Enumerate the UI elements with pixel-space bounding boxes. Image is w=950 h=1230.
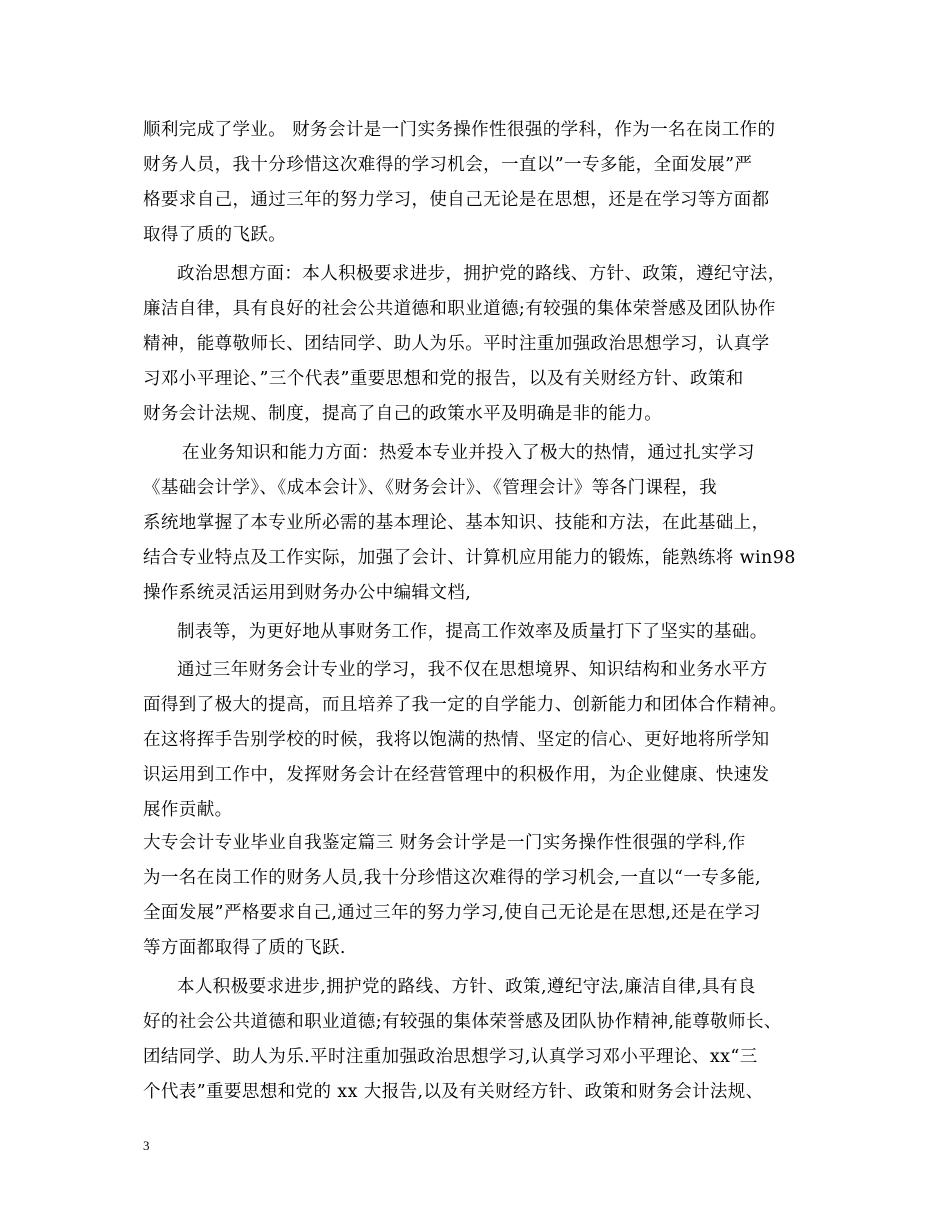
text-line: 为一名在岗工作的财务人员,我十分珍惜这次难得的学习机会,一直以“一专多能, [143, 868, 761, 888]
text-line: 财务人员，我十分珍惜这次难得的学习机会，一直以”一专多能，全面发展”严 [143, 155, 753, 175]
text-line: 精神，能尊敬师长、团结同学、助人为乐。平时注重加强政治思想学习，认真学 [143, 334, 770, 354]
text-line: 好的社会公共道德和职业道德;有较强的集体荣誉感及团队协作精神,能尊敬师长、 [143, 1012, 782, 1032]
text-line: 团结同学、助人为乐.平时注重加强政治思想学习,认真学习邓小平理论、xx“三 [143, 1047, 758, 1067]
text-line: 系统地掌握了本专业所必需的基本理论、基本知识、技能和方法，在此基础上， [143, 513, 770, 533]
text-line: 个代表”重要思想和党的 xx 大报告,以及有关财经方针、政策和财务会计法规、 [143, 1082, 764, 1102]
text-line: 操作系统灵活运用到财务办公中编辑文档, [143, 583, 472, 603]
text-line: 结合专业特点及工作实际，加强了会计、计算机应用能力的锻炼，能熟练将 win98 [143, 548, 796, 568]
text-line: 在这将挥手告别学校的时候，我将以饱满的热情、坚定的信心、更好地将所学知 [143, 730, 770, 750]
text-line: 政治思想方面：本人积极要求进步，拥护党的路线、方针、政策，遵纪守法， [177, 264, 786, 284]
text-line: 廉洁自律，具有良好的社会公共道德和职业道德;有较强的集体荣誉感及团队协作 [143, 299, 776, 319]
section-heading-line: 大专会计专业毕业自我鉴定篇三 财务会计学是一门实务操作性很强的学科,作 [143, 833, 746, 853]
text-line: 通过三年财务会计专业的学习，我不仅在思想境界、知识结构和业务水平方 [177, 660, 768, 680]
text-line: 格要求自己，通过三年的努力学习，使自己无论是在思想，还是在学习等方面都 [143, 190, 770, 210]
text-line: 在业务知识和能力方面：热爱本专业并投入了极大的热情，通过扎实学习 [182, 443, 755, 463]
page-number: 3 [143, 1138, 150, 1153]
text-line: 取得了质的飞跃。 [143, 225, 287, 245]
text-line: 展作贡献。 [143, 800, 233, 820]
text-line: 本人积极要求进步,拥护党的路线、方针、政策,遵纪守法,廉洁自律,具有良 [177, 977, 756, 997]
text-line: 识运用到工作中，发挥财务会计在经营管理中的积极作用，为企业健康、快速发 [143, 765, 770, 785]
text-line: 等方面都取得了质的飞跃. [143, 938, 346, 958]
text-line: 全面发展”严格要求自己,通过三年的努力学习,使自己无论是在思想,还是在学习 [143, 903, 761, 923]
text-line: 《基础会计学》、《成本会计》、《财务会计》、《管理会计》等各门课程，我 [143, 478, 717, 498]
text-line: 制表等，为更好地从事财务工作，提高工作效率及质量打下了坚实的基础。 [177, 622, 768, 642]
text-line: 顺利完成了学业。 财务会计是一门实务操作性很强的学科，作为一名在岗工作的 [143, 120, 776, 140]
text-line: 财务会计法规、制度，提高了自己的政策水平及明确是非的能力。 [143, 404, 663, 424]
text-line: 习邓小平理论、”三个代表”重要思想和党的报告，以及有关财经方针、政策和 [143, 369, 744, 389]
text-line: 面得到了极大的提高，而且培养了我一定的自学能力、创新能力和团体合作精神。 [143, 695, 788, 715]
